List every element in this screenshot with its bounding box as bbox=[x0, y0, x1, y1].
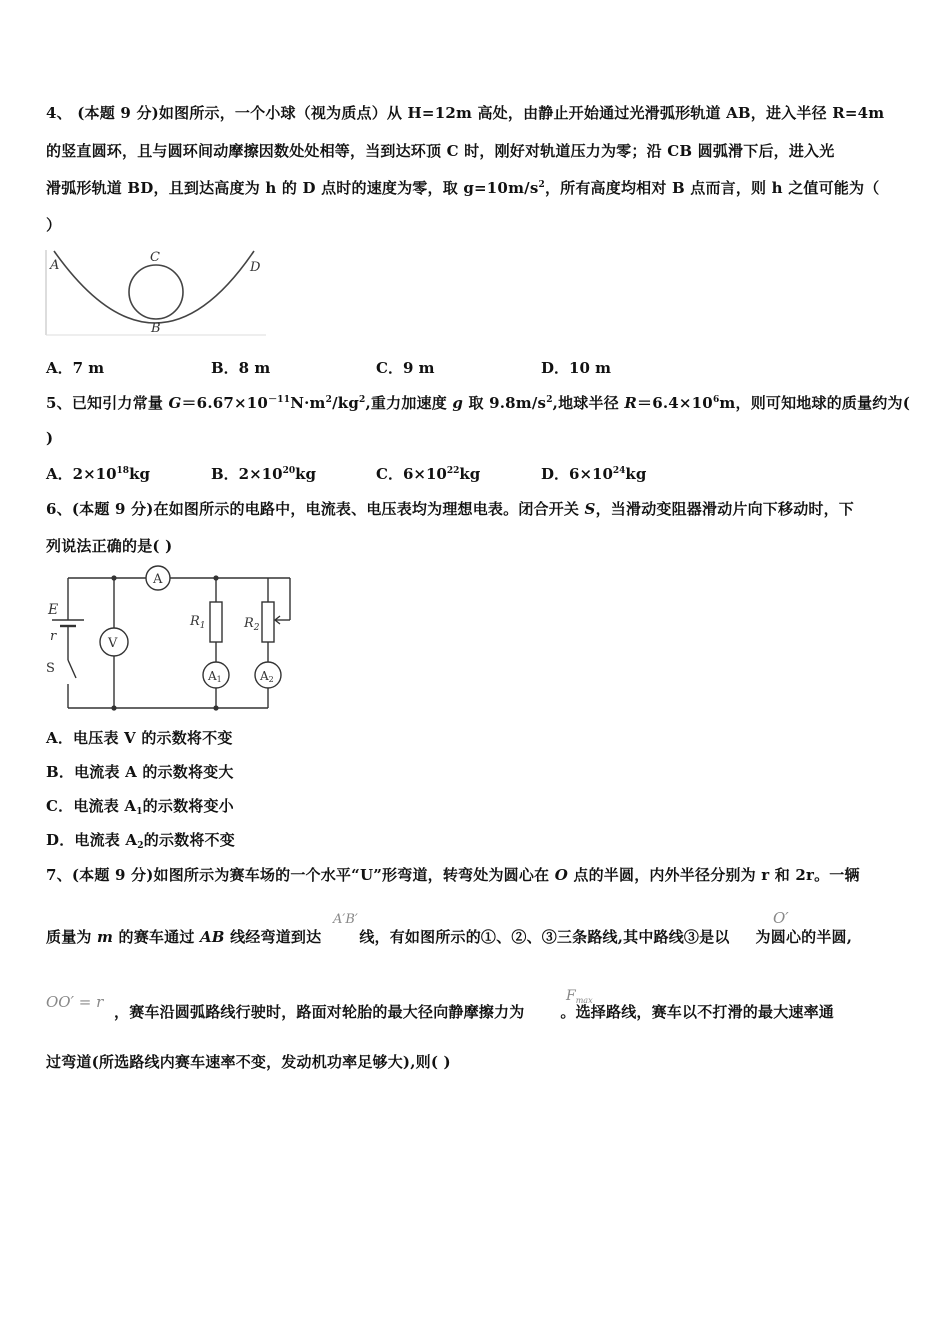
voltmeter-V: V bbox=[108, 636, 118, 651]
q4-option-c: C．9 m bbox=[376, 359, 435, 377]
q5-option-c: C．$6\times 10^{22}kg$ bbox=[376, 465, 481, 483]
q6-option-b: B．电流表 A 的示数将变大 bbox=[46, 763, 234, 781]
q6-option-a: A．电压表 V 的示数将不变 bbox=[46, 729, 233, 747]
q5-line-2: ) bbox=[46, 429, 54, 447]
q7-line-2: 质量为 m 的赛车通过 AB 线经弯道到达 线，有如图所示的①、②、③三条路线,其中路线③是以 为圆心的半圆, bbox=[46, 928, 853, 946]
q4-track-figure bbox=[44, 245, 269, 337]
ammeter-A: A bbox=[153, 572, 163, 587]
q4-line-3: 滑弧形轨道 BD，且到达高度为 h 的 D 点时的速度为零，取 $g=10m/s^2$，所有高度均相对 B 点而言，则 h 之值可能为（ bbox=[46, 179, 880, 197]
q4-line-2: 的竖直圆环，且与圆环间动摩擦因数处处相等，当到达环顶 C 时，刚好对轨道压力为零；沿 CB 圆弧滑下后，进入光 bbox=[46, 142, 835, 160]
ammeter-A2: A2 bbox=[260, 669, 274, 684]
q7-line-1: 7、(本题 9 分)如图所示为赛车场的一个水平“U”形弯道，转弯处为圆心在 O 点的半圆，内外半径分别为 r 和 2r。一辆 bbox=[46, 866, 860, 884]
q6-line-2: 列说法正确的是( ) bbox=[46, 537, 173, 555]
q6-circuit-figure bbox=[40, 562, 302, 712]
q6-option-c: C．电流表 $A_1$的示数将变小 bbox=[46, 797, 234, 817]
q4-option-a: A．7 m bbox=[46, 359, 105, 377]
label-S: S bbox=[46, 661, 55, 676]
label-A: A bbox=[50, 258, 60, 273]
label-R1: $R_1$ bbox=[190, 614, 206, 631]
q4-option-b: B．8 m bbox=[211, 359, 271, 377]
q4-option-d: D．10 m bbox=[541, 359, 611, 377]
q5-line-1: 5、已知引力常量 $G=6.67\times 10^{-11}N\cdot m^2/kg^2$,重力加速度 g 取 $9.8m/s^2$,地球半径 $R=6.4\times 10^6m$，则可知地球的质量约为( bbox=[46, 394, 910, 412]
q7-Op-formula: O′ bbox=[773, 909, 789, 927]
label-B: B bbox=[151, 321, 161, 336]
q5-option-a: A．$2\times 10^{18}kg$ bbox=[46, 465, 150, 483]
q5-option-d: D．$6\times 10^{24}kg$ bbox=[541, 465, 647, 483]
label-r: r bbox=[50, 629, 57, 644]
q7-line-4: 过弯道(所选路线内赛车速率不变，发动机功率足够大),则( ) bbox=[46, 1053, 451, 1071]
q7-ApBp-formula: A′B′ bbox=[333, 912, 358, 927]
q5-option-b: B．$2\times 10^{20}kg$ bbox=[211, 465, 316, 483]
q7-line-3: ，赛车沿圆弧路线行驶时，路面对轮胎的最大径向静摩擦力为 。选择路线，赛车以不打滑的最大速率通 bbox=[114, 1003, 835, 1021]
q7-OOp-formula: OO′ = r bbox=[46, 993, 104, 1011]
q7-Fmax-formula: $F_{max}$ bbox=[566, 988, 593, 1005]
label-E: E bbox=[48, 602, 59, 618]
q4-line-1: 4、 (本题 9 分)如图所示，一个小球（视为质点）从 H=12m 高处，由静止开始通过光滑弧形轨道 AB，进入半径 R=4m bbox=[46, 104, 885, 122]
q6-line-1: 6、(本题 9 分)在如图所示的电路中，电流表、电压表均为理想电表。闭合开关 S，当滑动变阻器滑动片向下移动时，下 bbox=[46, 500, 854, 518]
ammeter-A1: A1 bbox=[208, 669, 222, 684]
q4-line-4: ） bbox=[46, 216, 62, 234]
label-D: D bbox=[250, 260, 261, 275]
q6-option-d: D．电流表 $A_2$的示数将不变 bbox=[46, 831, 235, 851]
label-C: C bbox=[150, 250, 160, 265]
label-R2: $R_2$ bbox=[244, 616, 260, 633]
